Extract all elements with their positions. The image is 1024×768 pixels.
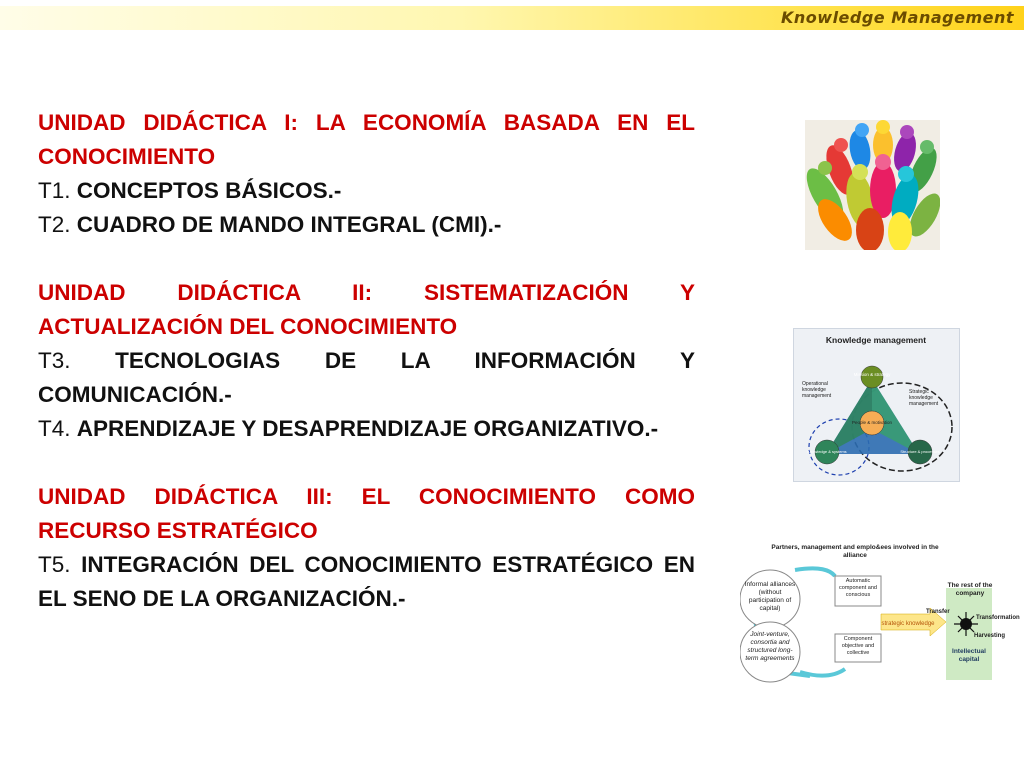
alliance-component: Component objective and collective	[841, 636, 875, 656]
topic-code: T3.	[38, 348, 71, 373]
topic-name: TECNOLOGIAS DE LA INFORMACIÓN Y COMUNICACIÓN.-	[38, 348, 695, 407]
unit-title: UNIDAD DIDÁCTICA II: SISTEMATIZACIÓN Y ACTUALIZACIÓN DEL CONOCIMIENTO	[38, 280, 695, 339]
unit-block-1	[38, 106, 695, 242]
topic-name: APRENDIZAJE Y DESAPRENDIZAJE ORGANIZATIVO.-	[76, 416, 659, 441]
unit-title: UNIDAD DIDÁCTICA I: LA ECONOMÍA BASADA EN EL CONOCIMIENTO	[38, 110, 695, 169]
topic-name: INTEGRACIÓN DEL CONOCIMIENTO ESTRATÉGICO EN EL SENO DE LA ORGANIZACIÓN.-	[38, 552, 695, 611]
unit-block-3	[38, 480, 695, 616]
km-top-node: Mission & strategy	[853, 372, 891, 377]
km-right-node: Structure & processes	[900, 449, 940, 454]
km-diagram-svg	[794, 329, 959, 481]
alliance-strategic: strategic knowledge	[881, 621, 935, 627]
topic-code: T1.	[38, 178, 71, 203]
km-title: Knowledge management	[825, 335, 927, 345]
topic-code: T5.	[38, 552, 71, 577]
topic-code: T4.	[38, 416, 71, 441]
alliance-diagram	[740, 544, 1022, 686]
topic-item	[38, 412, 695, 446]
alliance-automatic: Automatic component and conscious	[839, 578, 877, 598]
topic-item	[38, 208, 695, 242]
km-center-node: People & motivation	[851, 420, 893, 425]
topic-item	[38, 344, 695, 412]
alliance-header: Partners, management and emplo&ees involved in the alliance	[771, 544, 939, 559]
alliance-intellectual: Intellectual capital	[952, 648, 986, 663]
crowd-image	[805, 120, 940, 250]
unit-title: UNIDAD DIDÁCTICA III: EL CONOCIMIENTO COMO RECURSO ESTRATÉGICO	[38, 484, 695, 543]
km-strategic-label: Strategic knowledge management	[909, 389, 939, 407]
alliance-diagram-svg	[740, 544, 1022, 686]
alliance-transformation: Transformation	[976, 615, 1020, 621]
topic-name: CONCEPTOS BÁSICOS.-	[76, 178, 342, 203]
topic-name: CUADRO DE MANDO INTEGRAL (CMI).-	[76, 212, 502, 237]
alliance-harvesting: Harvesting	[974, 633, 1006, 639]
syllabus-content	[38, 106, 695, 650]
km-left-node: Knowledge & systems	[807, 449, 847, 454]
km-operational-label: Operational knowledge management	[802, 381, 832, 399]
km-diagram	[793, 328, 960, 482]
alliance-transfer: Transfer	[926, 609, 950, 615]
unit-block-2	[38, 276, 695, 446]
crowd-illustration	[805, 120, 940, 250]
header-title: Knowledge Management	[781, 8, 1014, 27]
alliance-joint: Joint-venture, consortia and structured long-term agreements	[745, 631, 795, 662]
alliance-rest: The rest of the company	[947, 582, 993, 597]
topic-item	[38, 548, 695, 616]
topic-code: T2.	[38, 212, 71, 237]
header-bar	[0, 6, 1024, 30]
topic-item	[38, 174, 695, 208]
alliance-informal: Informal alliances (without participation of capital)	[744, 581, 796, 612]
